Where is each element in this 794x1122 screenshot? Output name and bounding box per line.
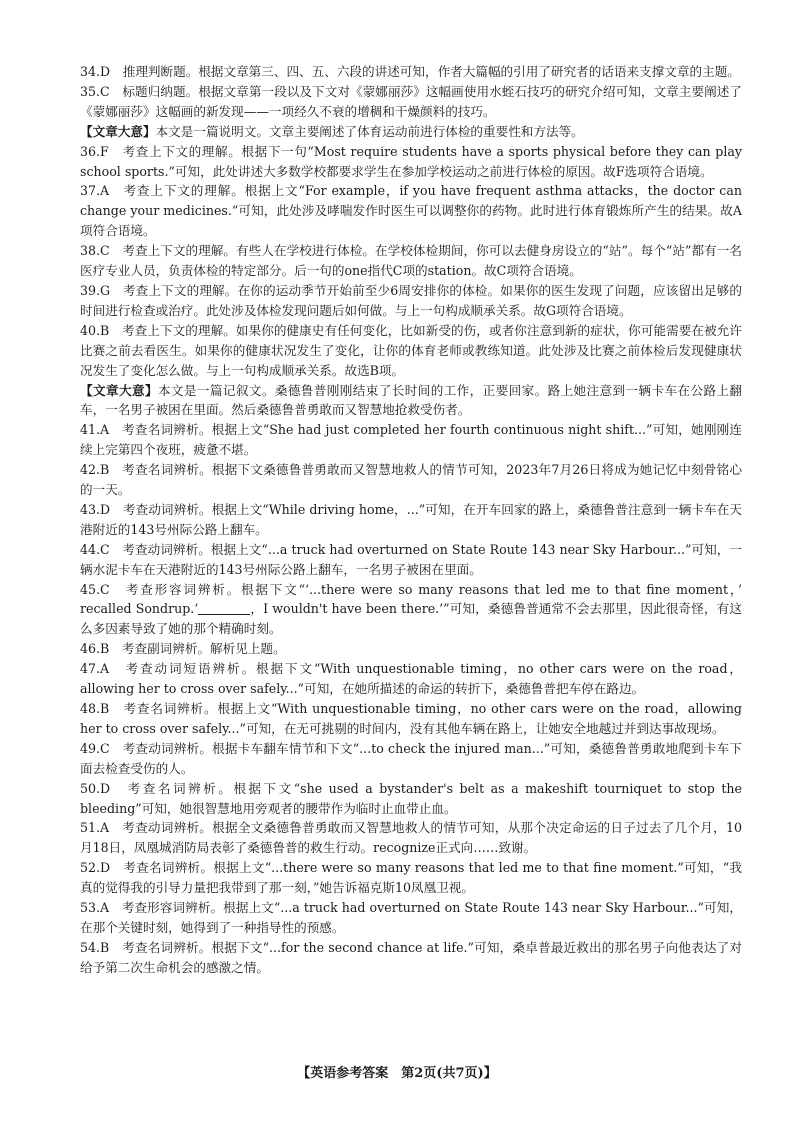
answer-item bbox=[80, 898, 742, 938]
answer-item bbox=[80, 500, 742, 540]
item-text: 本文是一篇说明文。文章主要阐述了体育运动前进行体检的重要性和方法等。 bbox=[155, 123, 584, 139]
item-text: 47.A 考查动词短语辨析。根据下文“With unquestionable timing，no other cars were on the road，allowing her to cross over safely...”可知，在她所描述的命运的转折下，桑德鲁普把车停在路边。 bbox=[80, 661, 742, 697]
article-summary bbox=[80, 122, 742, 142]
item-text-after-blank: ，I wouldn't have been there.’”可知，桑德鲁普通常不会去那里，因此很奇怪，有这么多因素导致了她的那个精确时刻。 bbox=[80, 601, 742, 637]
answer-item bbox=[80, 420, 742, 460]
answer-item bbox=[80, 818, 742, 858]
page-footer: 【英语参考答案 第2页(共7页)】 bbox=[297, 1066, 497, 1081]
answer-item bbox=[80, 540, 742, 580]
item-text: 50.D 考查名词辨析。根据下文“she used a bystander's belt as a makeshift tourniquet to stop the bleeding”可知，她很智慧地用旁观者的腰带作为临时止血带止血。 bbox=[80, 780, 742, 816]
summary-label: 【文章大意】 bbox=[80, 123, 156, 139]
answer-item bbox=[80, 858, 742, 898]
item-text: 43.D 考查动词辨析。根据上文“While driving home，...”可知，在开车回家的路上，桑德鲁普注意到一辆卡车在天港附近的143号州际公路上翻车。 bbox=[80, 501, 742, 537]
item-text: 37.A 考查上下文的理解。根据上文“For example，if you have frequent asthma attacks，the doctor can change your medicines.”可知，此处涉及哮喘发作时医生可以调整你的药物。此时进行体育锻炼所产生的结果。故A项符合语境。 bbox=[80, 183, 742, 239]
item-text: 39.G 考查上下文的理解。在你的运动季节开始前至少6周安排你的体检。如果你的医生发现了问题，应该留出足够的时间进行检查或治疗。此处涉及体检发现问题后如何做。与上一句构成顺承关系。故G项符合语境。 bbox=[80, 282, 742, 318]
answer-key-body bbox=[80, 62, 742, 978]
item-text: 54.B 考查名词辨析。根据下文“...for the second chance at life.”可知，桑卓普最近救出的那名男子向他表达了对给予第二次生命机会的感激之情。 bbox=[80, 939, 742, 975]
answer-item bbox=[80, 699, 742, 739]
answer-item bbox=[80, 639, 742, 659]
answer-item bbox=[80, 580, 742, 640]
answer-item bbox=[80, 241, 742, 281]
summary-label: 【文章大意】 bbox=[80, 382, 158, 398]
answer-item bbox=[80, 460, 742, 500]
answer-item bbox=[80, 82, 742, 122]
item-text: 34.D 推理判断题。根据文章第三、四、五、六段的讲述可知，作者大篇幅的引用了研究者的话语来支撑文章的主题。 bbox=[80, 64, 740, 79]
item-text: 48.B 考查名词辨析。根据上文“With unquestionable timing，no other cars were on the road，allowing her to cross over safely...”可知，在无可挑剔的时间内，没有其他车辆在路上，让她安全地越过并到达事故现场。 bbox=[80, 701, 742, 736]
answer-item bbox=[80, 659, 742, 699]
answer-item bbox=[80, 181, 742, 241]
answer-item bbox=[80, 938, 742, 978]
article-summary bbox=[80, 381, 742, 421]
answer-item bbox=[80, 142, 742, 182]
item-text: 49.C 考查动词辨析。根据卡车翻车情节和下文“...to check the injured man...”可知，桑德鲁普勇敢地爬到卡车下面去检查受伤的人。 bbox=[80, 740, 742, 776]
item-text: 38.C 考查上下文的理解。有些人在学校进行体检。在学校体检期间，你可以去健身房设立的“站”。每个“站”都有一名医疗专业人员，负责体检的特定部分。后一句的one指代C项的station。故C项符合语境。 bbox=[80, 243, 742, 279]
item-text: 45.C 考查形容词辨析。根据下文“‘...there were so many reasons that led me to that fine moment，’ recalled Sondrup.‘ bbox=[80, 581, 742, 617]
answer-item bbox=[80, 779, 742, 819]
item-text: 44.C 考查动词辨析。根据上文“...a truck had overturned on State Route 143 near Sky Harbour...”可知，一辆水泥卡车在天港附近的143号州际公路上翻车，一名男子被困在里面。 bbox=[80, 541, 742, 577]
answer-item bbox=[80, 739, 742, 779]
item-text: 51.A 考查动词辨析。根据全文桑德鲁普勇敢而又智慧地救人的情节可知，从那个决定命运的日子过去了几个月，10月18日，凤凰城消防局表彰了桑德鲁普的救生行动。recognize正式向……致谢。 bbox=[80, 820, 742, 856]
answer-item bbox=[80, 281, 742, 321]
item-text: 53.A 考查形容词辨析。根据上文“...a truck had overturned on State Route 143 near Sky Harbour...”可知，在那个关键时刻，她得到了一种指导性的预感。 bbox=[80, 900, 742, 935]
answer-item bbox=[80, 62, 742, 82]
item-text: 36.F 考查上下文的理解。根据下一句“Most require students have a sports physical before they can play school sports.”可知，此处讲述大多数学校都要求学生在参加学校运动之前进行体检的原因。故F选项符合语境。 bbox=[80, 143, 742, 179]
fill-in-blank bbox=[198, 602, 250, 615]
item-text: 46.B 考查副词辨析。解析见上题。 bbox=[80, 641, 286, 657]
item-text: 42.B 考查名词辨析。根据下文桑德鲁普勇敢而又智慧地救人的情节可知，2023年7月26日将成为她记忆中刻骨铭心的一天。 bbox=[80, 462, 742, 498]
item-text: 41.A 考查名词辨析。根据上文“She had just completed her fourth continuous night shift...”可知，她刚刚连续上完第四个夜班，疲惫不堪。 bbox=[80, 422, 742, 458]
answer-item bbox=[80, 321, 742, 381]
item-text: 40.B 考查上下文的理解。如果你的健康史有任何变化，比如新受的伤，或者你注意到新的症状，你可能需要在被允许比赛之前去看医生。如果你的健康状况发生了变化，让你的体育老师或教练知道。此处涉及比赛之前体检后发现健康状况发生了变化怎么做。与上一句构成顺承关系。故选B项。 bbox=[80, 322, 742, 378]
item-text: 35.C 标题归纳题。根据文章第一段以及下文对《蒙娜丽莎》这幅画使用水蛭石技巧的研究介绍可知，文章主要阐述了《蒙娜丽莎》这幅画的新发现——一项经久不衰的增稠和干燥颜料的技巧。 bbox=[80, 83, 742, 119]
item-text: 本文是一篇记叙文。桑德鲁普刚刚结束了长时间的工作，正要回家。路上她注意到一辆卡车在公路上翻车，一名男子被困在里面。然后桑德鲁普勇敢而又智慧地抢救受伤者。 bbox=[80, 382, 743, 418]
item-text: 52.D 考查名词辨析。根据上文“...there were so many reasons that led me to that fine moment.”可知，“我真的觉得我的引导力量把我带到了那一刻，”她告诉福克斯10凤凰卫视。 bbox=[80, 860, 742, 896]
